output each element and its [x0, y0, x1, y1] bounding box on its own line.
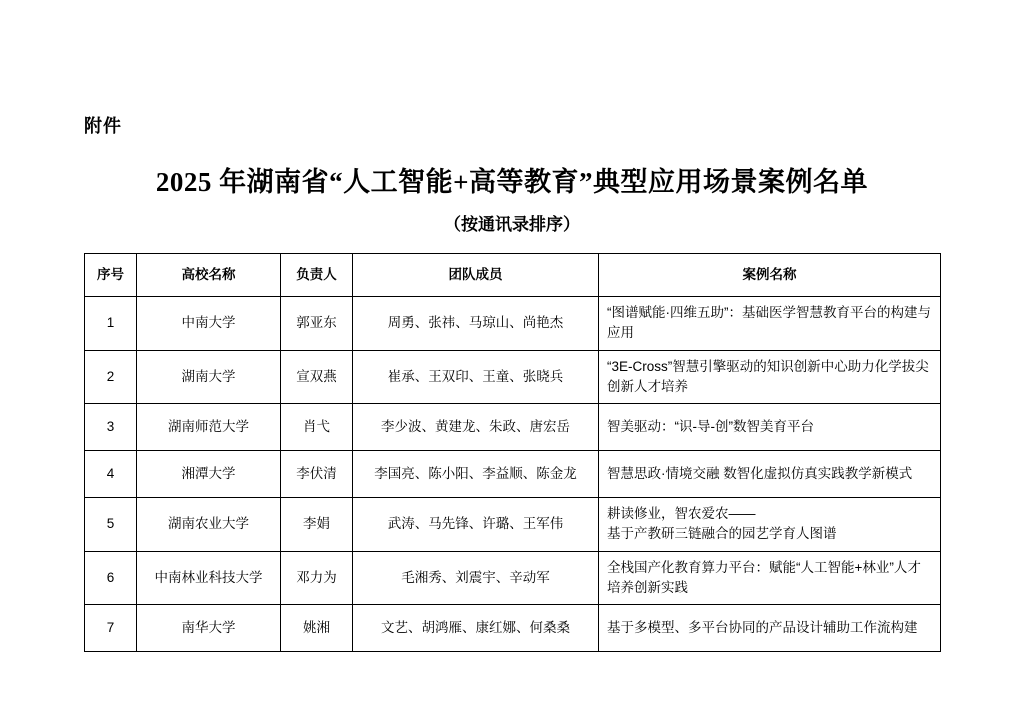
cell-university: 湖南大学	[137, 350, 281, 404]
column-header-seq: 序号	[85, 254, 137, 297]
cell-seq: 2	[85, 350, 137, 404]
cell-team: 文艺、胡鸿雁、康红娜、何桑桑	[353, 605, 599, 652]
cell-leader: 李娟	[281, 498, 353, 552]
table-row	[85, 404, 941, 451]
cell-leader: 郭亚东	[281, 297, 353, 351]
column-header-team: 团队成员	[353, 254, 599, 297]
cell-leader: 姚湘	[281, 605, 353, 652]
column-header-university: 高校名称	[137, 254, 281, 297]
cell-team: 李国亮、陈小阳、李益顺、陈金龙	[353, 451, 599, 498]
cell-university: 南华大学	[137, 605, 281, 652]
page-title: 2025 年湖南省“人工智能+高等教育”典型应用场景案例名单	[155, 167, 869, 197]
case-list-table-container	[84, 253, 940, 652]
cell-seq: 4	[85, 451, 137, 498]
table-row	[85, 350, 941, 404]
table-row	[85, 605, 941, 652]
cell-leader: 李伏清	[281, 451, 353, 498]
table-body	[85, 297, 941, 652]
cell-team: 崔承、王双印、王童、张晓兵	[353, 350, 599, 404]
cell-case: 基于多模型、多平台协同的产品设计辅助工作流构建	[599, 605, 941, 652]
cell-case: 全栈国产化教育算力平台：赋能“人工智能+林业”人才培养创新实践	[599, 551, 941, 605]
cell-case: 智美驱动：“识-导-创”数智美育平台	[599, 404, 941, 451]
cell-team: 毛湘秀、刘震宇、辛动军	[353, 551, 599, 605]
cell-seq: 7	[85, 605, 137, 652]
cell-team: 周勇、张祎、马琼山、尚艳杰	[353, 297, 599, 351]
cell-university: 中南大学	[137, 297, 281, 351]
cell-seq: 3	[85, 404, 137, 451]
cell-case: “图谱赋能·四维五助”：基础医学智慧教育平台的构建与应用	[599, 297, 941, 351]
cell-university: 湘潭大学	[137, 451, 281, 498]
cell-seq: 6	[85, 551, 137, 605]
cell-university: 湖南师范大学	[137, 404, 281, 451]
attachment-label: 附件	[84, 116, 122, 136]
cell-leader: 肖弋	[281, 404, 353, 451]
cell-case: 智慧思政·情境交融 数智化虚拟仿真实践教学新模式	[599, 451, 941, 498]
table-row	[85, 451, 941, 498]
table-row	[85, 297, 941, 351]
case-list-table	[84, 253, 941, 652]
table-header-row	[85, 254, 941, 297]
cell-case: 耕读修业，智农爱农—— 基于产教研三链融合的园艺学育人图谱	[599, 498, 941, 552]
column-header-leader: 负责人	[281, 254, 353, 297]
table-row	[85, 551, 941, 605]
cell-leader: 邓力为	[281, 551, 353, 605]
cell-team: 李少波、黄建龙、朱政、唐宏岳	[353, 404, 599, 451]
cell-leader: 宣双燕	[281, 350, 353, 404]
table-row	[85, 498, 941, 552]
cell-university: 中南林业科技大学	[137, 551, 281, 605]
column-header-case: 案例名称	[599, 254, 941, 297]
cell-seq: 1	[85, 297, 137, 351]
cell-university: 湖南农业大学	[137, 498, 281, 552]
cell-seq: 5	[85, 498, 137, 552]
cell-case: “3E-Cross”智慧引擎驱动的知识创新中心助力化学拔尖创新人才培养	[599, 350, 941, 404]
page-subtitle: （按通讯录排序）	[444, 215, 580, 234]
cell-team: 武涛、马先锋、许璐、王军伟	[353, 498, 599, 552]
